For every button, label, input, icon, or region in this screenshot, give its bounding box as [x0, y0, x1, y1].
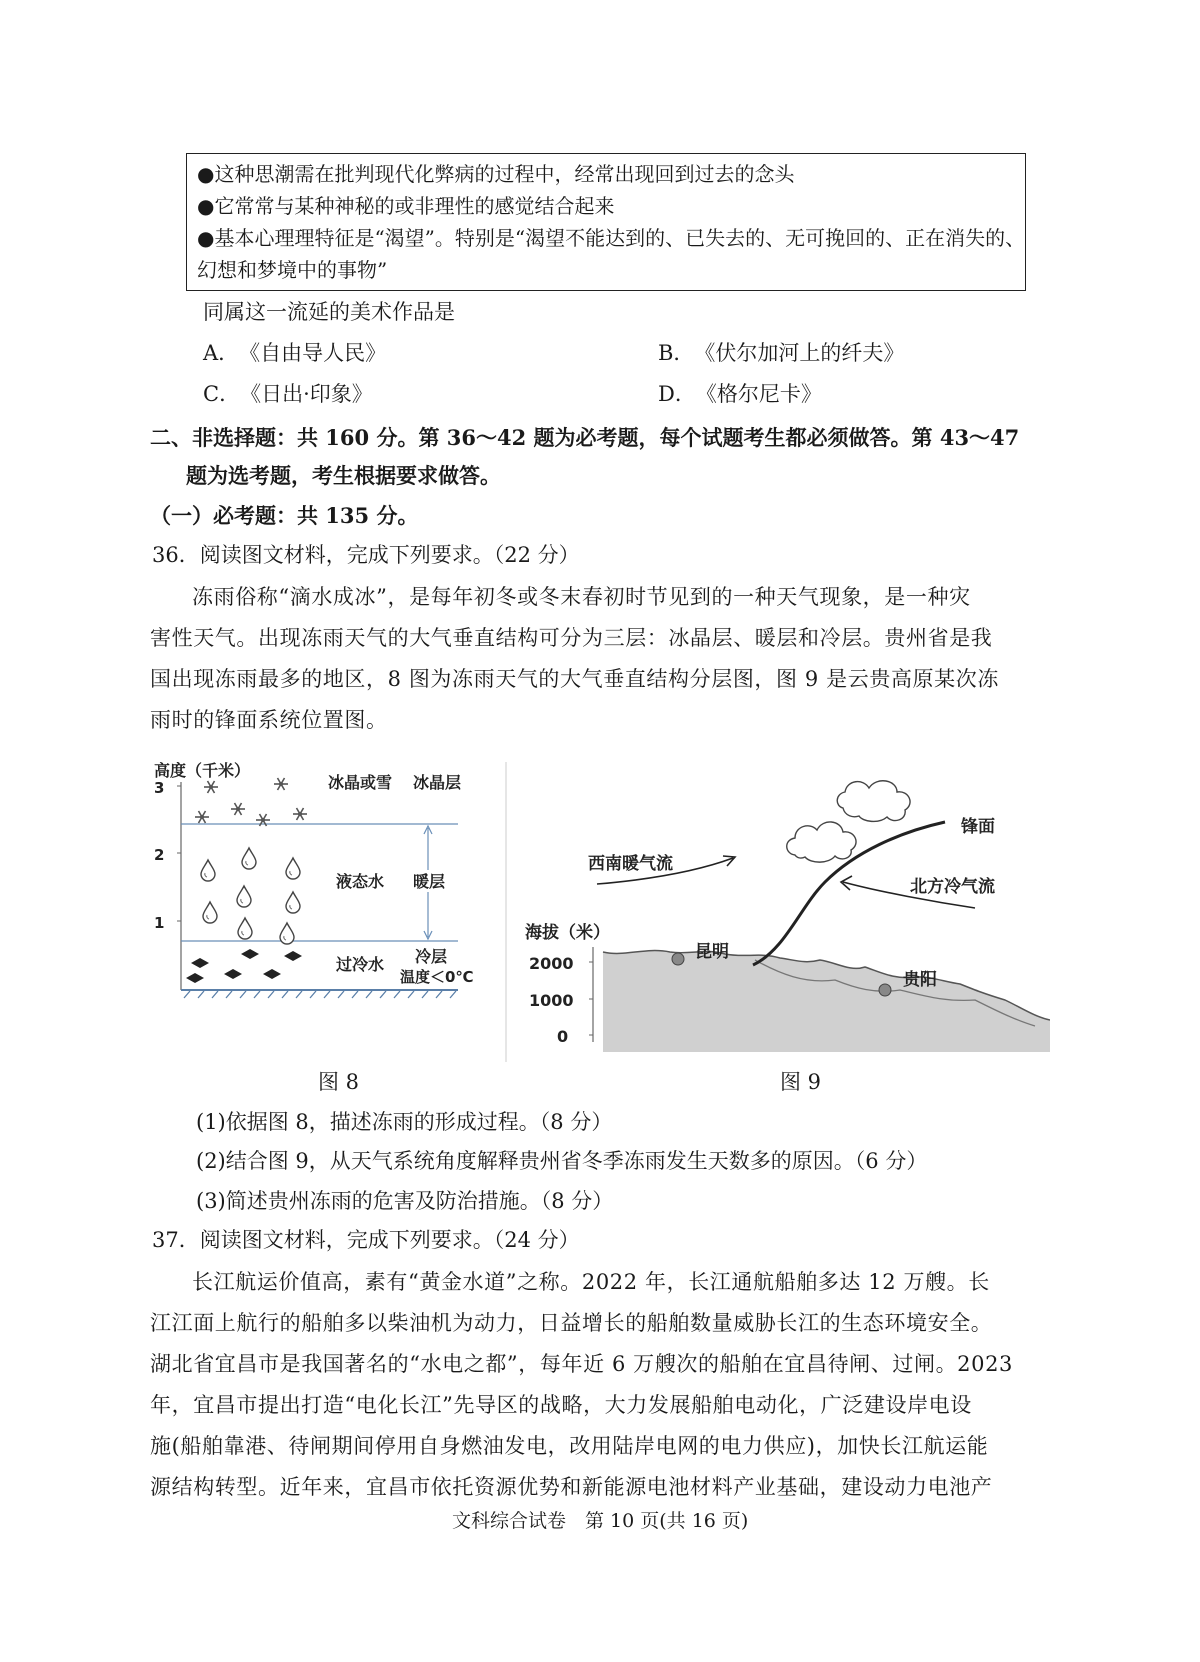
- section2-line1: 二、非选择题：共 160 分。第 36～42 题为必考题，每个试题考生都必须做答。第 43～47: [150, 425, 1020, 450]
- q37-paragraph: [150, 1262, 1050, 1508]
- q37-para-line: 源结构转型。近年来，宜昌市依托资源优势和新能源电池材料产业基础，建设动力电池产: [150, 1475, 993, 1499]
- q36-sub3: (3)简述贵州冻雨的危害及防治措施。（8 分）: [196, 1189, 614, 1213]
- quote-line: ●这种思潮需在批判现代化弊病的过程中，经常出现回到过去的念头: [197, 162, 795, 186]
- quote-line: ●它常常与某种神秘的或非理性的感觉结合起来: [197, 194, 615, 218]
- quote-line: 幻想和梦境中的事物”: [197, 258, 388, 282]
- quote-line: ●基本心理理特征是“渴望”。特别是“渴望不能达到的、已失去的、无可挽回的、正在消失的、: [197, 226, 1026, 250]
- fig9-front-label: 锋面: [961, 817, 995, 837]
- q37-para-line: 年，宜昌市提出打造“电化长江”先导区的战略，大力发展船舶电动化，广泛建设岸电设: [150, 1393, 972, 1417]
- q36-paragraph: [150, 577, 1050, 741]
- figure-8: [150, 762, 505, 1062]
- supercooled-droplet-icon: [186, 949, 302, 983]
- fig8-y-label: 高度（千米）: [154, 762, 251, 780]
- q36-para-line: 冻雨俗称“滴水成冰”，是每年初冬或冬末春初时节见到的一种天气现象，是一种灾: [192, 585, 971, 609]
- option-a: A． 《自由导人民》: [203, 341, 387, 365]
- fig8-ice-content: 冰晶或雪: [328, 773, 393, 792]
- option-b: B． 《伏尔加河上的纤夫》: [658, 341, 905, 365]
- fig8-caption: 图 8: [318, 1070, 360, 1094]
- figure-9: [505, 762, 1050, 1062]
- q37-para-line: 湖北省宜昌市是我国著名的“水电之都”，每年近 6 万艘次的船舶在宜昌待闸、过闸。2023: [150, 1352, 1014, 1376]
- fig8-tick-3: 3: [154, 779, 165, 797]
- fig8-tick-2: 2: [154, 846, 165, 864]
- raindrop-icon: [201, 848, 300, 944]
- q36-para-line: 害性天气。出现冻雨天气的大气垂直结构可分为三层：冰晶层、暖层和冷层。贵州省是我: [150, 626, 993, 650]
- fig9-tick-0: 0: [557, 1027, 569, 1046]
- fig9-city-guiyang: 贵阳: [903, 970, 937, 990]
- fig8-warm-content: 液态水: [336, 872, 385, 891]
- q36-title: 36．阅读图文材料，完成下列要求。（22 分）: [152, 543, 580, 567]
- fig9-tick-1000: 1000: [529, 991, 574, 1010]
- cloud-icon: [787, 781, 910, 862]
- option-c: C． 《日出·印象》: [203, 382, 373, 406]
- page-footer: 文科综合试卷 第 10 页(共 16 页): [452, 1510, 749, 1532]
- q36-para-line: 雨时的锋面系统位置图。: [150, 708, 388, 732]
- section2-line2: 题为选考题，考生根据要求做答。: [186, 463, 501, 488]
- fig9-warm-flow: 西南暖气流: [588, 854, 673, 874]
- q37-para-line: 长江航运价值高，素有“黄金水道”之称。2022 年，长江通航船舶多达 12 万艘。长: [192, 1270, 990, 1294]
- option-d: D． 《格尔尼卡》: [658, 382, 822, 406]
- q36-sub2: (2)结合图 9，从天气系统角度解释贵州省冬季冻雨发生天数多的原因。（6 分）: [196, 1149, 928, 1173]
- fig8-cold-note: 温度＜0℃: [400, 968, 474, 986]
- q37-para-line: 施(船舶靠港、待闸期间停用自身燃油发电，改用陆岸电网的电力供应)，加快长江航运能: [150, 1434, 989, 1458]
- fig8-ice-layer: 冰晶层: [413, 773, 462, 792]
- section-required: （一）必考题：共 135 分。: [150, 503, 419, 528]
- q37-para-line: 江江面上航行的船舶多以柴油机为动力，日益增长的船舶数量威胁长江的生态环境安全。: [150, 1311, 993, 1335]
- quote-box: [186, 153, 1026, 291]
- fig9-y-label: 海拔（米）: [525, 923, 610, 943]
- question-stem: 同属这一流延的美术作品是: [203, 300, 455, 324]
- fig8-tick-1: 1: [154, 914, 165, 932]
- fig8-warm-layer: 暖层: [413, 872, 446, 891]
- q37-title: 37．阅读图文材料，完成下列要求。（24 分）: [152, 1228, 580, 1252]
- fig9-cold-flow: 北方冷气流: [910, 877, 995, 897]
- fig9-city-kunming: 昆明: [695, 942, 729, 962]
- fig8-cold-content: 过冷水: [336, 955, 385, 974]
- fig9-tick-2000: 2000: [529, 954, 574, 973]
- snowflake-icon: [195, 778, 307, 826]
- fig8-cold-layer: 冷层: [415, 947, 448, 966]
- q36-para-line: 国出现冻雨最多的地区，8 图为冻雨天气的大气垂直结构分层图，图 9 是云贵高原某次冻: [150, 667, 999, 691]
- q36-sub1: (1)依据图 8，描述冻雨的形成过程。（8 分）: [196, 1110, 613, 1134]
- fig9-caption: 图 9: [780, 1070, 822, 1094]
